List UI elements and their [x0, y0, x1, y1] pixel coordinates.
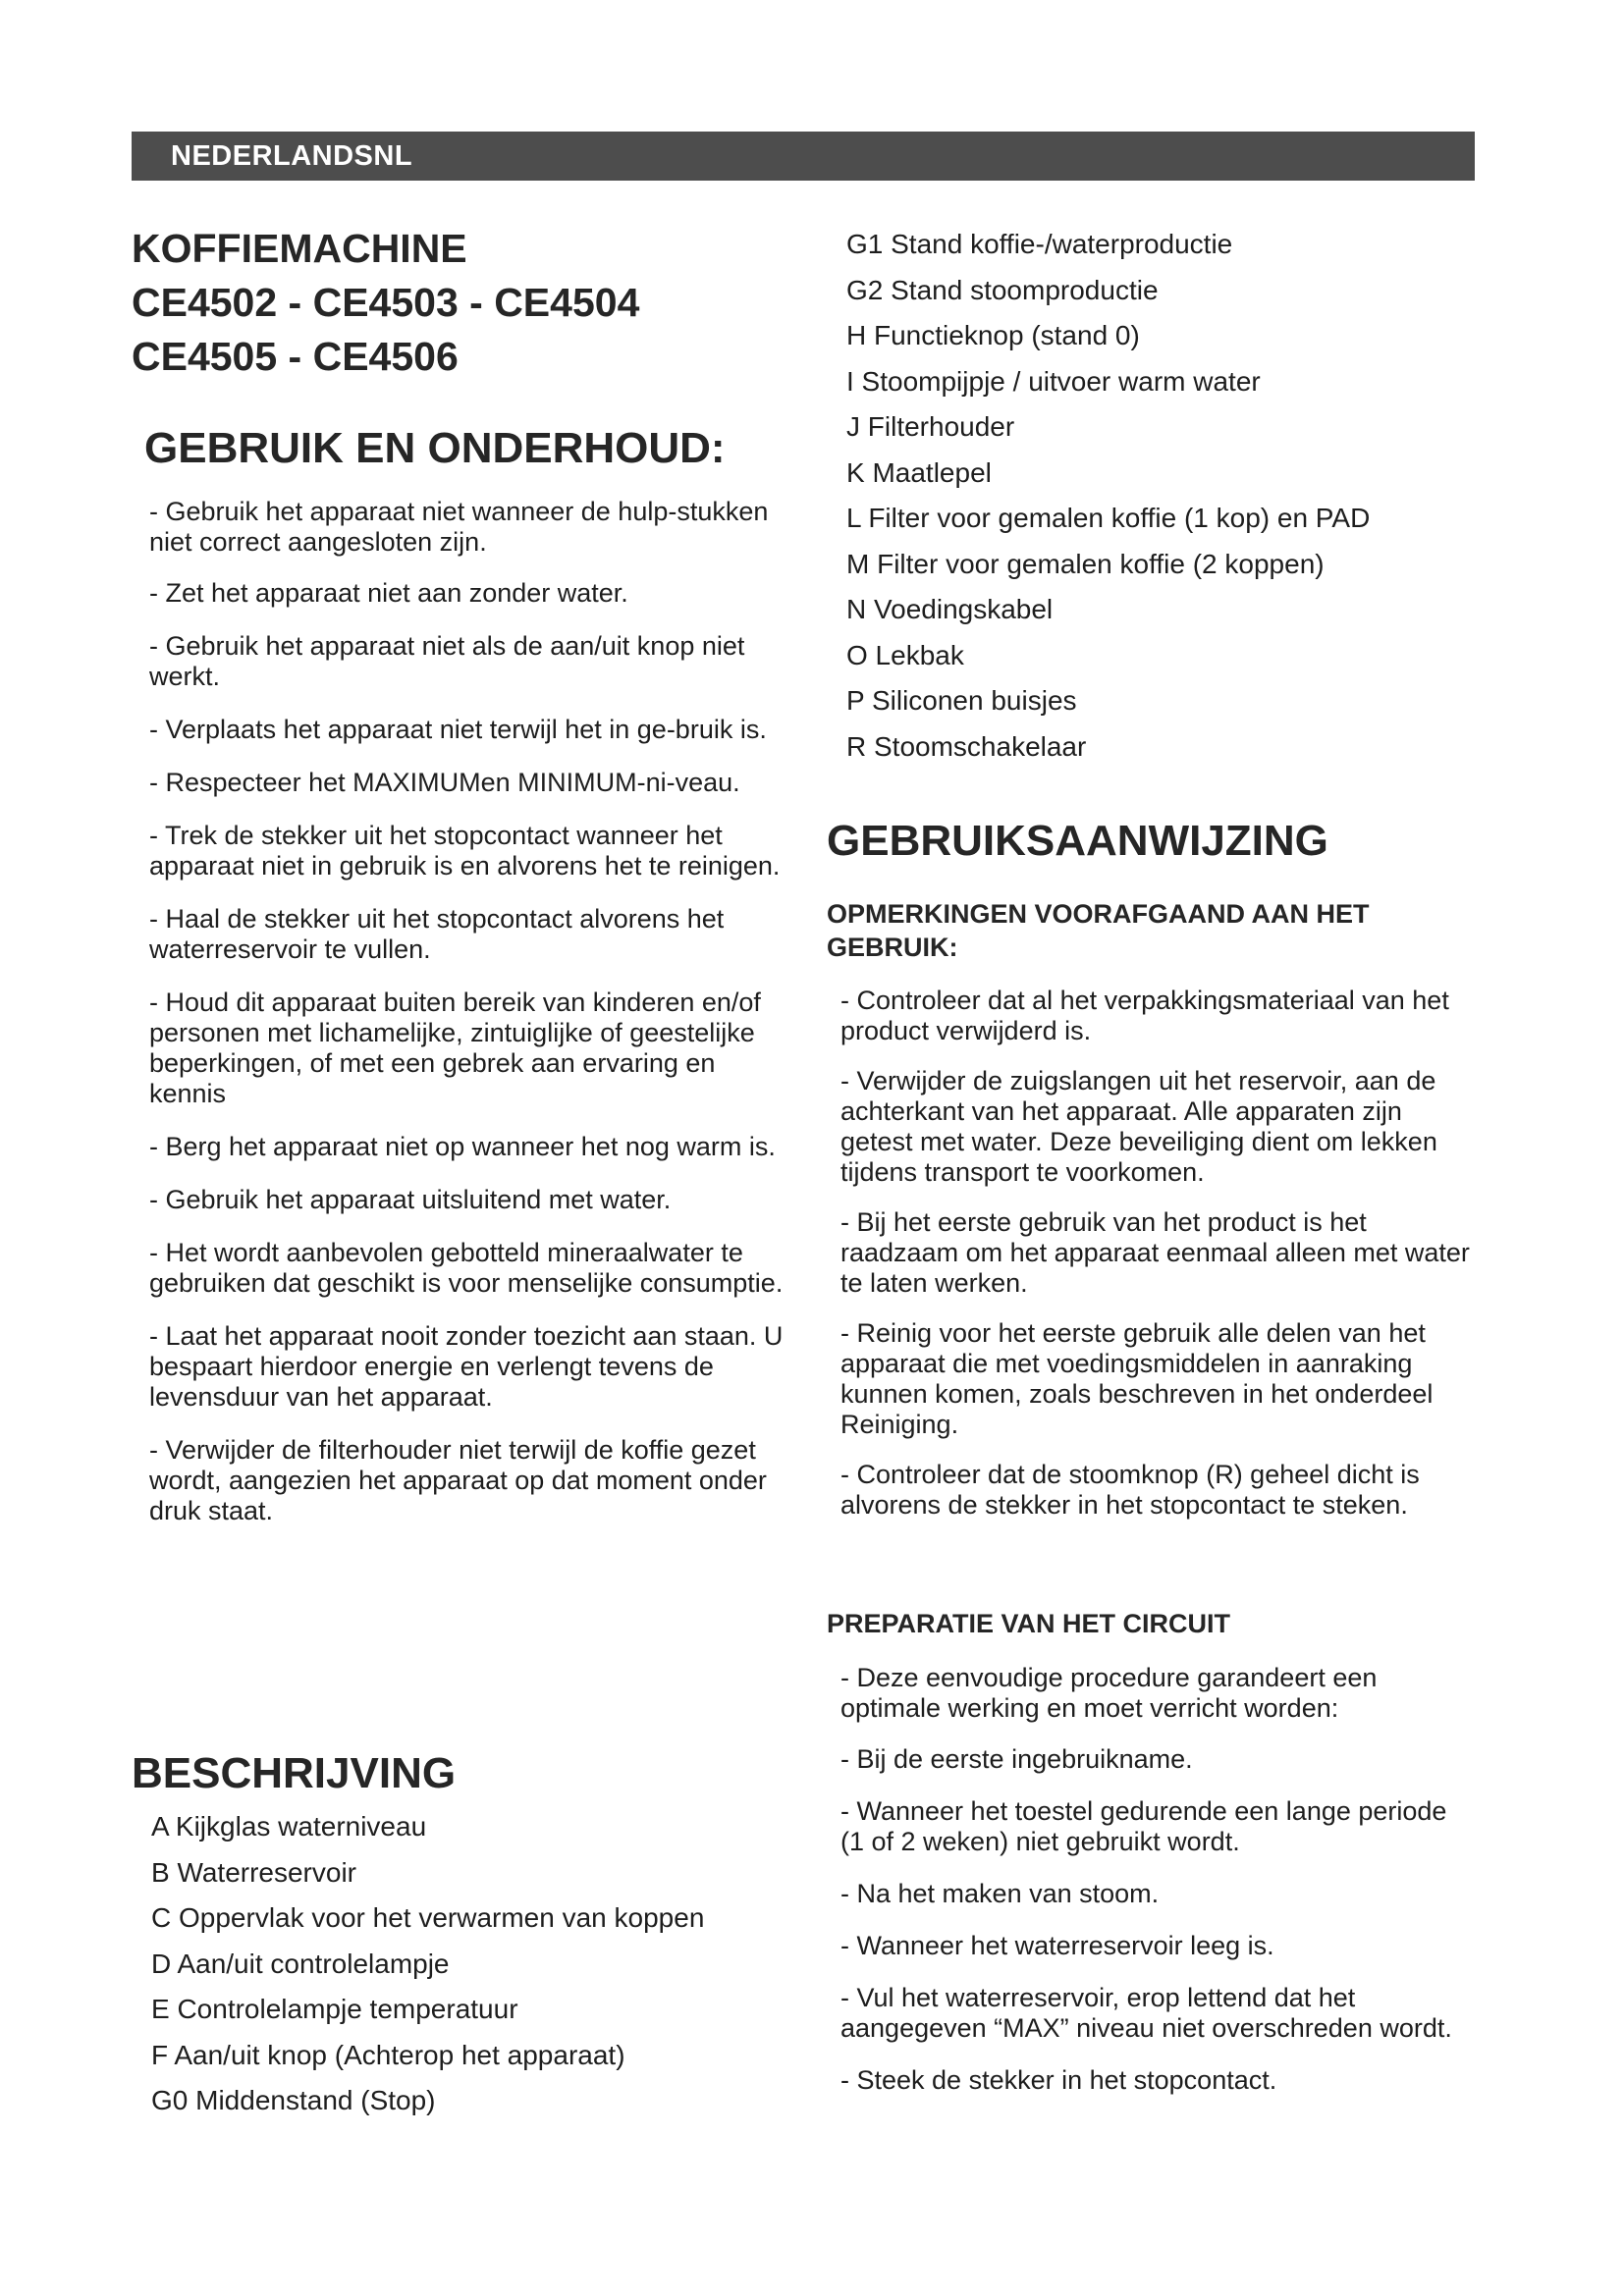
list-item: C Oppervlak voor het verwarmen van koppen [151, 1902, 705, 1933]
list-item: - Haal de stekker uit het stopcontact alvorens het waterreservoir te vullen. [149, 904, 725, 964]
list-item: - Gebruik het apparaat uitsluitend met water. [149, 1185, 672, 1214]
list-item: K Maatlepel [846, 456, 992, 488]
list-item: O Lekbak [846, 639, 964, 670]
title-line: KOFFIEMACHINE [132, 226, 467, 271]
list-item: - Laat het apparaat nooit zonder toezicht aan staan. U bespaart hierdoor energie en verlengt tevens de levensduur van het apparaat. [149, 1321, 784, 1412]
description-list-left [151, 1804, 704, 2124]
list-item: P Siliconen buisjes [846, 685, 1077, 716]
circuit-heading: PREPARATIE VAN HET CIRCUIT [827, 1609, 1231, 1638]
list-item: - Wanneer het waterreservoir leeg is. [840, 1931, 1274, 1960]
list-item: J Filterhouder [846, 411, 1015, 442]
title-line: CE4502 - CE4503 - CE4504 [132, 280, 640, 325]
list-item: - Gebruik het apparaat niet wanneer de hulp-stukken niet correct aangesloten zijn. [149, 497, 769, 557]
list-item: R Stoomschakelaar [846, 730, 1087, 762]
list-item: - Verwijder de zuigslangen uit het reservoir, aan de achterkant van het apparaat. Alle apparaten zijn getest met water. Deze beveiliging dient om lekken tijdens transport te voorkomen. [840, 1066, 1437, 1187]
list-item: G1 Stand koffie-/waterproductie [846, 229, 1233, 259]
pre-use-list [840, 986, 1479, 1521]
list-item: - Reinig voor het eerste gebruik alle delen van het apparaat die met voedingsmiddelen in aanraking kunnen komen, zoals beschreven in het onderdeel Reiniging. [840, 1318, 1434, 1439]
list-item: G0 Middenstand (Stop) [151, 2085, 436, 2115]
list-item: M Filter voor gemalen koffie (2 koppen) [846, 548, 1325, 579]
list-item: - Houd dit apparaat buiten bereik van kinderen en/of personen met lichamelijke, zintuiglijke of geestelijke beperkingen, of met een gebrek aan ervaring en kennis [149, 988, 761, 1108]
list-item: - Deze eenvoudige procedure garandeert een optimale werking en moet verricht worden: [840, 1663, 1378, 1723]
list-item: - Bij het eerste gebruik van het product is het raadzaam om het apparaat eenmaal alleen met water te laten werken. [840, 1207, 1470, 1298]
language-label: NEDERLANDSNL [171, 140, 413, 172]
list-item: - Het wordt aanbevolen gebotteld mineraalwater te gebruiken dat geschikt is voor menselijke consumptie. [149, 1238, 784, 1298]
list-item: N Voedingskabel [846, 594, 1054, 624]
description-heading: BESCHRIJVING [132, 1749, 457, 1797]
list-item: - Trek de stekker uit het stopcontact wanneer het apparaat niet in gebruik is en alvorens het te reinigen. [149, 821, 781, 881]
list-item: B Waterreservoir [151, 1856, 357, 1888]
list-item: - Na het maken van stoom. [840, 1879, 1160, 1908]
title-line: CE4505 - CE4506 [132, 334, 459, 379]
list-item: - Controleer dat al het verpakkingsmateriaal van het product verwijderd is. [840, 986, 1449, 1045]
circuit-list [840, 1663, 1469, 2096]
usage-heading: GEBRUIK EN ONDERHOUD: [144, 424, 726, 472]
list-item: - Gebruik het apparaat niet als de aan/uit knop niet werkt. [149, 631, 745, 691]
list-item: E Controlelampje temperatuur [151, 1994, 518, 2024]
list-item: - Controleer dat de stoomknop (R) geheel dicht is alvorens de stekker in het stopcontact te steken. [840, 1460, 1420, 1520]
instructions-heading: GEBRUIKSAANWIJZING [827, 817, 1328, 865]
language-header-bar [132, 132, 1475, 181]
list-item: - Zet het apparaat niet aan zonder water. [149, 578, 628, 608]
list-item: G2 Stand stoomproductie [846, 274, 1159, 305]
list-item: H Functieknop (stand 0) [846, 320, 1140, 350]
list-item: - Wanneer het toestel gedurende een lange periode (1 of 2 weken) niet gebruikt wordt. [840, 1796, 1447, 1856]
list-item: - Verplaats het apparaat niet terwijl het in ge-bruik is. [149, 715, 767, 744]
list-item: - Respecteer het MAXIMUMen MINIMUM-ni-veau. [149, 768, 740, 797]
list-item: D Aan/uit controlelampje [151, 1948, 450, 1979]
list-item: - Steek de stekker in het stopcontact. [840, 2065, 1277, 2095]
list-item: I Stoompijpje / uitvoer warm water [846, 365, 1261, 397]
list-item: A Kijkglas waterniveau [151, 1811, 427, 1842]
list-item: - Bij de eerste ingebruikname. [840, 1744, 1193, 1774]
document-title [132, 222, 799, 384]
pre-use-heading: OPMERKINGEN VOORAFGAAND AAN HET GEBRUIK: [827, 899, 1370, 962]
list-item: - Berg het apparaat niet op wanneer het nog warm is. [149, 1132, 776, 1161]
list-item: L Filter voor gemalen koffie (1 kop) en PAD [846, 503, 1371, 533]
list-item: F Aan/uit knop (Achterop het apparaat) [151, 2039, 625, 2070]
description-list-right [846, 222, 1370, 770]
usage-list [149, 497, 797, 1526]
list-item: - Vul het waterreservoir, erop lettend dat het aangegeven “MAX” niveau niet overschreden wordt. [840, 1983, 1452, 2043]
list-item: - Verwijder de filterhouder niet terwijl de koffie gezet wordt, aangezien het apparaat op dat moment onder druk staat. [149, 1435, 767, 1525]
